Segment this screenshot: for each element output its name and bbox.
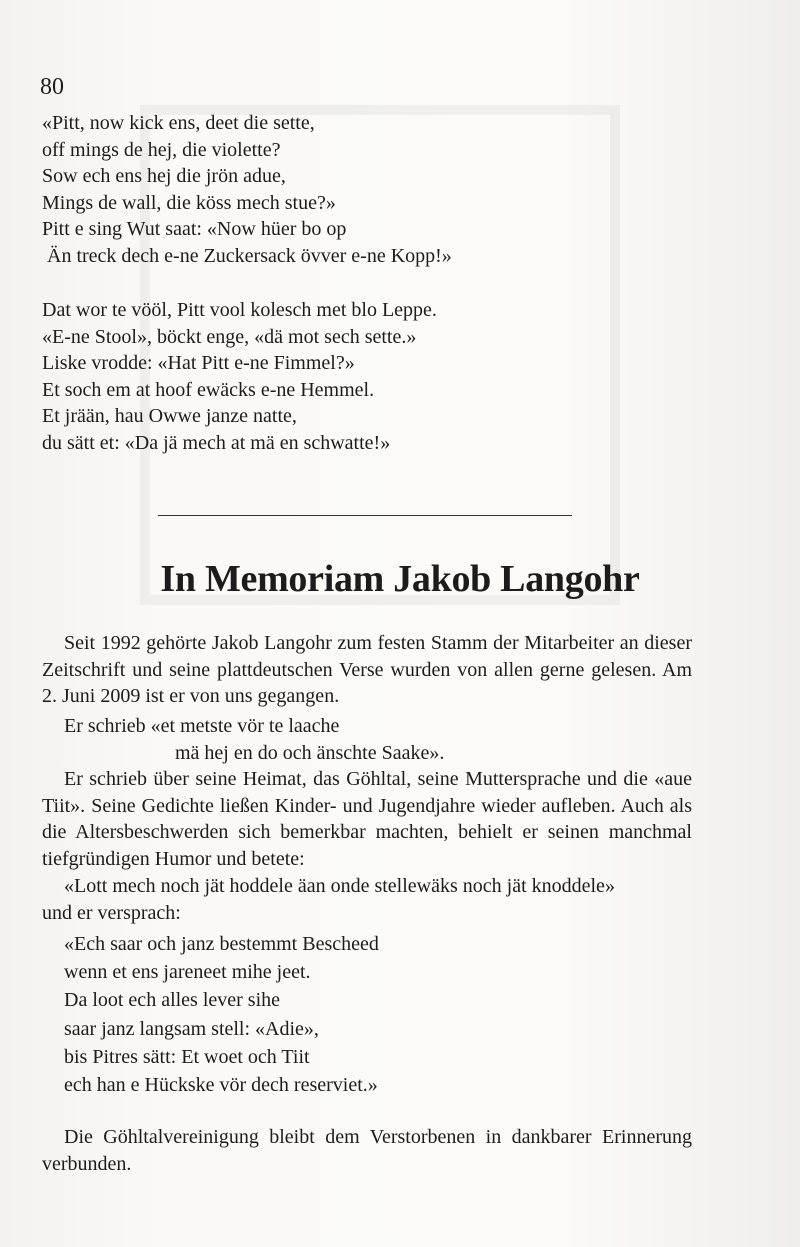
poem-line: Liske vrodde: «Hat Pitt e-ne Fimmel?»	[42, 352, 355, 374]
memoriam-title: In Memoriam Jakob Langohr	[160, 558, 640, 600]
page-number: 80	[40, 74, 64, 100]
memoriam-body: Er schrieb über seine Heimat, das Göhltal, seine Muttersprache und die «aue Tiit». Seine Gedichte ließen Kinder- und Jugendjahre wieder aufleben. Auch als die Altersbeschwerden sich bemerkbar machten, behielt er seinen manchmal tiefgründigen Humor und betete:	[42, 768, 692, 870]
promise-text: und er versprach:	[42, 902, 181, 924]
poem-line: ech han e Hückske vör dech reserviet.»	[64, 1074, 378, 1097]
poem-line: «Ech saar och janz bestemmt Bescheed	[64, 933, 379, 955]
poem-line: Än treck dech e-ne Zuckersack övver e-ne Kopp!»	[42, 244, 452, 267]
poem-line: saar janz langsam stell: «Adie»,	[64, 1017, 319, 1040]
poem-line: Da loot ech alles lever sihe	[64, 989, 281, 1012]
quote-line-2: mä hej en do och änschte Saake».	[175, 742, 445, 764]
poem-line: Et jrään, hau Owwe janze natte,	[42, 405, 297, 427]
poem-line: Mings de wall, die köss mech stue?»	[42, 191, 336, 214]
poem-line: wenn et ens jareneet mihe jeet.	[64, 961, 311, 984]
poem-line: Sow ech ens hej die jrön adue,	[42, 165, 286, 187]
quote-line-1: Er schrieb «et metste vör te laache	[64, 715, 340, 737]
poem-line: Dat wor te vööl, Pitt vool kolesch met blo Leppe.	[42, 299, 437, 321]
poem-part-2	[42, 297, 702, 456]
poem-line: du sätt et: «Da jä mech at mä en schwatte!»	[42, 431, 391, 454]
closing-paragraph: Die Göhltalvereinigung bleibt dem Verstorbenen in dankbarer Erinnerung verbunden.	[42, 1126, 692, 1175]
memoriam-intro: Seit 1992 gehörte Jakob Langohr zum festen Stamm der Mitarbeiter an dieser Zeitschrift und seine plattdeutschen Verse wurden von allen gerne gelesen. Am 2. Juni 2009 ist er von uns gegangen.	[42, 632, 692, 707]
final-poem	[64, 930, 379, 1099]
poem-line: off mings de hej, die violette?	[42, 138, 281, 161]
prayer-quote: «Lott mech noch jät hoddele äan onde stellewäks noch jät knoddele»	[64, 875, 615, 897]
section-divider	[158, 515, 572, 516]
poem-line: «Pitt, now kick ens, deet die sette,	[42, 112, 315, 134]
poem-line: Et soch em at hoof ewäcks e-ne Hemmel.	[42, 378, 375, 401]
poem-part-1	[42, 110, 702, 269]
poem-line: bis Pitres sätt: Et woet och Tiit	[64, 1045, 310, 1068]
poem-line: Pitt e sing Wut saat: «Now hüer bo op	[42, 218, 347, 240]
poem-line: «E-ne Stool», böckt enge, «dä mot sech sette.»	[42, 325, 417, 348]
